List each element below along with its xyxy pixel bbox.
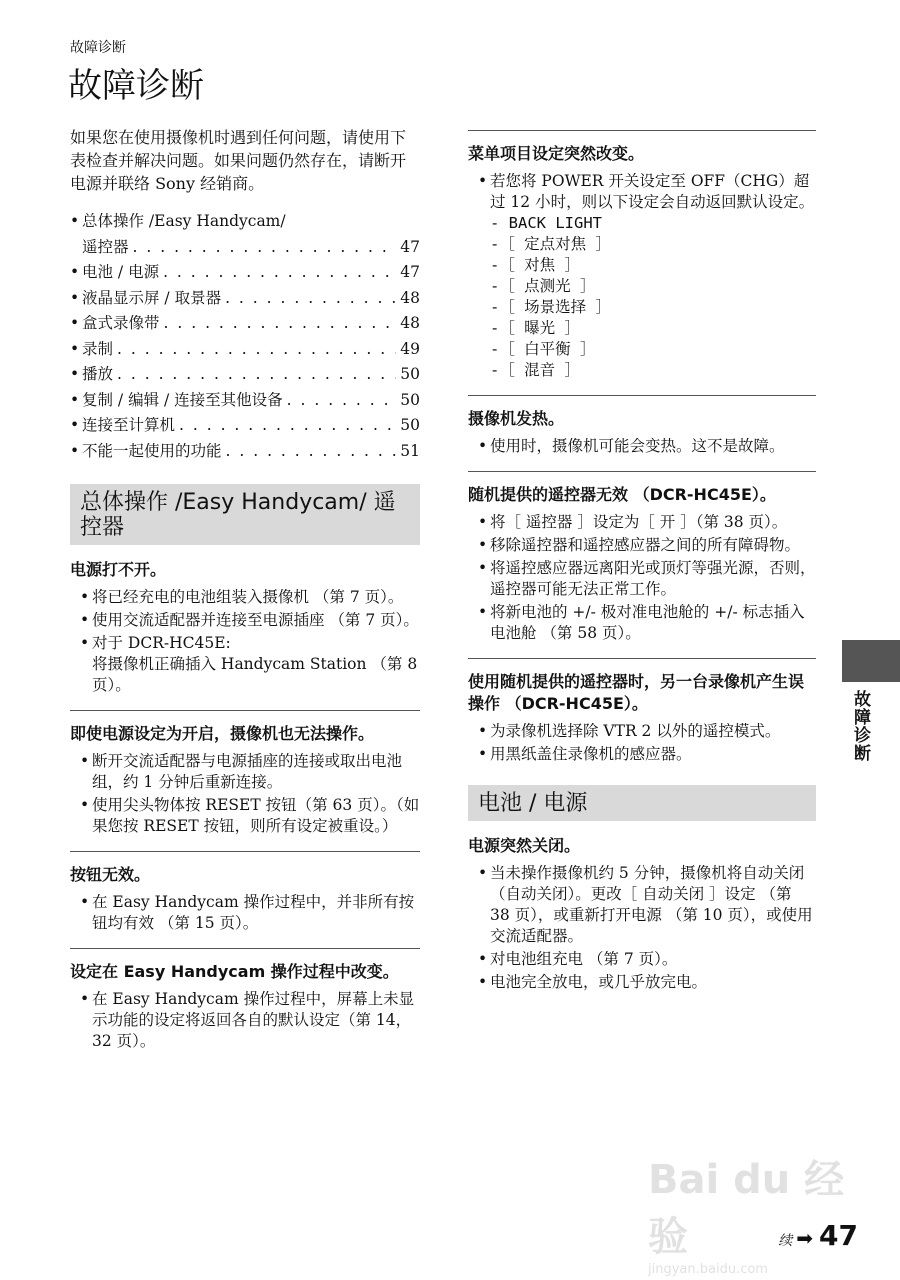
question-heading: 电源突然关闭。 bbox=[468, 836, 581, 855]
list-item: • 当未操作摄像机约 5 分钟，摄像机将自动关闭（自动关闭）。更改［ 自动关闭 ］设定 （第 38 页），或重新打开电源 （第 10 页），或使用交流适配器。 bbox=[478, 863, 816, 947]
side-tab-label: 故障诊断 bbox=[850, 690, 870, 762]
question-heading: 按钮无效。 bbox=[70, 865, 151, 884]
divider bbox=[468, 395, 816, 396]
toc-item[interactable]: • 盒式录像带 . . . 48 bbox=[70, 311, 420, 337]
divider bbox=[468, 471, 816, 472]
divider bbox=[468, 658, 816, 659]
list-item: • 对于 DCR-HC45E: 将摄像机正确插入 Handycam Station （第 8 页）。 bbox=[80, 633, 420, 696]
question-heading: 摄像机发热。 bbox=[468, 409, 565, 428]
running-header: 故障诊断 bbox=[70, 40, 126, 56]
continued-label: 续 bbox=[778, 1233, 793, 1249]
list-item: • 将新电池的 +/- 极对准电池舱的 +/- 标志插入电池舱 （第 58 页）。 bbox=[478, 602, 816, 644]
toc-list bbox=[70, 209, 420, 464]
page-footer bbox=[778, 1219, 858, 1252]
divider bbox=[468, 130, 816, 131]
left-column bbox=[70, 126, 420, 1054]
answer-list bbox=[468, 721, 816, 765]
list-item: • 移除遥控器和遥控感应器之间的所有障碍物。 bbox=[478, 535, 816, 556]
answer-list bbox=[70, 892, 420, 934]
side-tab bbox=[842, 640, 900, 682]
reset-settings-list bbox=[490, 213, 816, 381]
arrow-right-icon: ➡ bbox=[796, 1226, 814, 1250]
answer-list bbox=[70, 989, 420, 1052]
page-number: 47 bbox=[819, 1219, 858, 1252]
toc-item[interactable]: • 液晶显示屏 / 取景器 . . . 48 bbox=[70, 286, 420, 312]
sublist-item: -［ 曝光 ］ bbox=[490, 319, 580, 337]
answer-list bbox=[70, 751, 420, 837]
list-item: • 电池完全放电，或几乎放完电。 bbox=[478, 972, 816, 993]
answer-list bbox=[468, 512, 816, 644]
question-heading: 使用随机提供的遥控器时，另一台录像机产生误操作 （DCR-HC45E）。 bbox=[468, 672, 805, 713]
list-item: • 使用交流适配器并连接至电源插座 （第 7 页）。 bbox=[80, 610, 420, 631]
toc-item[interactable]: • 复制 / 编辑 / 连接至其他设备 . . . 50 bbox=[70, 388, 420, 414]
page-title: 故障诊断 bbox=[68, 66, 204, 106]
sublist-item: -［ 点测光 ］ bbox=[490, 277, 596, 295]
question-heading: 即使电源设定为开启，摄像机也无法操作。 bbox=[70, 724, 375, 743]
list-item bbox=[478, 171, 816, 381]
sublist-item: -［ 场景选择 ］ bbox=[490, 298, 611, 316]
toc-item[interactable]: • 播放 . . . 50 bbox=[70, 362, 420, 388]
toc-item[interactable]: • 连接至计算机 . . . 50 bbox=[70, 413, 420, 439]
divider bbox=[70, 710, 420, 711]
list-item: • 用黑纸盖住录像机的感应器。 bbox=[478, 744, 816, 765]
list-item: • 将［ 遥控器 ］设定为［ 开 ］（第 38 页）。 bbox=[478, 512, 816, 533]
toc-item[interactable]: • 不能一起使用的功能 . . . 51 bbox=[70, 439, 420, 465]
divider bbox=[70, 948, 420, 949]
toc-item[interactable]: • 电池 / 电源 . . . 47 bbox=[70, 260, 420, 286]
right-column bbox=[468, 130, 816, 995]
sublist-item: -［ 混音 ］ bbox=[490, 361, 580, 379]
list-item-text: 若您将 POWER 开关设定至 OFF（CHG）超过 12 小时，则以下设定会自动返回默认设定。 bbox=[490, 172, 815, 211]
list-item: • 为录像机选择除 VTR 2 以外的遥控模式。 bbox=[478, 721, 816, 742]
list-item: • 将已经充电的电池组装入摄像机 （第 7 页）。 bbox=[80, 587, 420, 608]
answer-list bbox=[468, 436, 816, 457]
intro-paragraph: 如果您在使用摄像机时遇到任何问题，请使用下表检查并解决问题。如果问题仍然存在，请断开电源并联络 Sony 经销商。 bbox=[70, 128, 407, 193]
sublist-item: -［ 白平衡 ］ bbox=[490, 340, 596, 358]
list-item: • 使用时，摄像机可能会变热。这不是故障。 bbox=[478, 436, 816, 457]
list-item: • 断开交流适配器与电源插座的连接或取出电池组，约 1 分钟后重新连接。 bbox=[80, 751, 420, 793]
question-heading: 电源打不开。 bbox=[70, 560, 167, 579]
list-item: • 在 Easy Handycam 操作过程中，并非所有按钮均有效 （第 15 页）。 bbox=[80, 892, 420, 934]
section-heading-battery: 电池 / 电源 bbox=[468, 785, 816, 821]
toc-item[interactable]: • 录制 . . . 49 bbox=[70, 337, 420, 363]
watermark-url: jingyan.baidu.com bbox=[648, 1262, 768, 1277]
sublist-item: -［ 对焦 ］ bbox=[490, 256, 580, 274]
answer-list bbox=[70, 587, 420, 696]
list-item: • 在 Easy Handycam 操作过程中，屏幕上未显示功能的设定将返回各自的默认设定（第 14，32 页）。 bbox=[80, 989, 420, 1052]
watermark-logo: Bai du 经验 bbox=[648, 1157, 845, 1260]
question-heading: 随机提供的遥控器无效 （DCR-HC45E）。 bbox=[468, 485, 776, 504]
question-heading: 设定在 Easy Handycam 操作过程中改变。 bbox=[70, 962, 399, 981]
sublist-item: - BACK LIGHT bbox=[490, 214, 602, 232]
question-heading: 菜单项目设定突然改变。 bbox=[468, 144, 645, 163]
divider bbox=[70, 851, 420, 852]
sublist-item: -［ 定点对焦 ］ bbox=[490, 235, 611, 253]
answer-list bbox=[468, 171, 816, 381]
list-item: • 将遥控感应器远离阳光或顶灯等强光源，否则，遥控器可能无法正常工作。 bbox=[478, 558, 816, 600]
list-item: • 使用尖头物体按 RESET 按钮（第 63 页）。（如果您按 RESET 按钮，则所有设定被重设。） bbox=[80, 795, 420, 837]
list-item: • 对电池组充电 （第 7 页）。 bbox=[478, 949, 816, 970]
section-heading-general: 总体操作 /Easy Handycam/ 遥控器 bbox=[70, 484, 420, 545]
answer-list bbox=[468, 863, 816, 993]
toc-item[interactable]: • 总体操作 /Easy Handycam/ 遥控器 . . . 47 bbox=[70, 209, 420, 260]
